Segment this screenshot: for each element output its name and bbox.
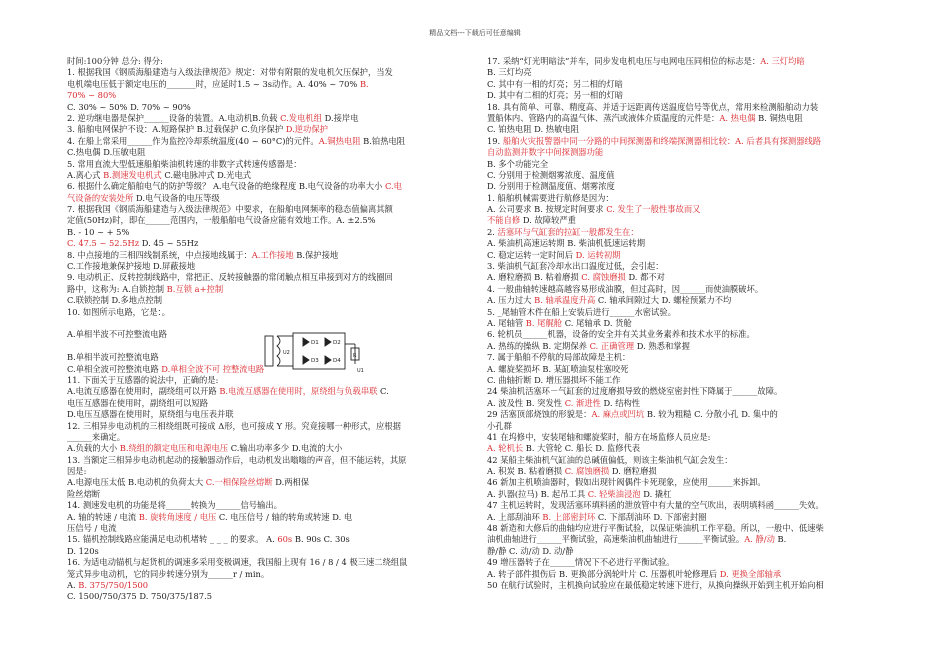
line-text: A. 热练的操纵 B. 定期保养 bbox=[487, 340, 590, 351]
line-text: A.负载的大小 bbox=[67, 443, 120, 454]
line-text: C. 30% ~ 50% D. 70% ~ 90% bbox=[67, 101, 191, 112]
line-text: 电机端电压低于额定电压的_______时，应延时1.5 ~ 3s动作。A. 40% ~ 70% bbox=[67, 78, 360, 89]
text-line bbox=[487, 557, 885, 568]
line-text: A. 螺旋桨损坏 B. 某缸喷油泵柱塞咬死 bbox=[487, 363, 629, 374]
text-line bbox=[487, 398, 885, 409]
line-text: A. 积炭 B. 粘着磨损 bbox=[487, 466, 565, 477]
line-text: C.联锁控制 D.多地点控制 bbox=[67, 295, 162, 306]
line-text: C.输出功率多少 D.电流的大小 bbox=[228, 443, 343, 454]
answer-highlight: A. 静/动 bbox=[744, 534, 775, 545]
text-line bbox=[67, 170, 467, 181]
line-text: C. 电压信号 / 轴的转角或转速 D. 电 bbox=[216, 511, 353, 522]
text-line bbox=[487, 421, 885, 432]
text-line bbox=[487, 500, 885, 511]
text-line bbox=[487, 569, 885, 580]
line-text: D. 120s bbox=[67, 545, 99, 556]
text-line bbox=[487, 307, 885, 318]
text-line bbox=[487, 409, 885, 420]
text-line bbox=[487, 238, 885, 249]
text-line bbox=[67, 569, 467, 580]
text-line bbox=[67, 102, 467, 113]
line-text: 4. 一般曲轴转速越高越容易形成油膜，但过高时，因______而使油膜破坏。 bbox=[487, 283, 764, 294]
answer-highlight: D.单相全波不可 控整流电路 bbox=[161, 363, 265, 374]
answer-highlight: A. 轮机长 bbox=[487, 443, 524, 454]
text-line bbox=[67, 591, 467, 602]
line-text: 14. 测速发电机的功能是将______转换为______信号输出。 bbox=[67, 500, 282, 511]
text-line bbox=[67, 79, 467, 90]
line-text: 2. 逆功继电器是保护______设备的装置。A.电动机B.负载 bbox=[67, 112, 281, 123]
answer-highlight: 70% ~ 80% bbox=[67, 90, 117, 101]
line-text: 电压互感器在使用时，副绕组可以短路 bbox=[67, 397, 209, 408]
line-text: B. bbox=[774, 534, 787, 545]
line-text: 1. 根据我国《钢质海船建造与入级法律规范》规定：对带有附限的发电机欠压保护，当发 bbox=[67, 67, 393, 78]
text-line bbox=[487, 102, 885, 113]
text-line bbox=[67, 261, 467, 272]
text-line bbox=[487, 455, 885, 466]
transformer-primary bbox=[265, 336, 273, 366]
line-text: 7. 根据我国《钢质海船建造与入级法律规范》中要求，在船舶电网频率的稳态值偏离其额 bbox=[67, 204, 393, 215]
transformer-secondary bbox=[277, 336, 280, 366]
text-line bbox=[67, 477, 467, 488]
line-text: B.单相半波可控整流电路 bbox=[67, 352, 159, 363]
text-line bbox=[487, 56, 885, 67]
text-line bbox=[67, 90, 467, 101]
page-header: 精品文档---下载后可任意编辑 bbox=[429, 29, 521, 37]
text-line bbox=[487, 136, 885, 147]
line-text: 48 新造和大修后的曲轴均应进行平衡试验，以保证柴油机工作平稳。所以，一般中、低速柴 bbox=[487, 523, 824, 534]
line-text: 16. 为适电动锚机与起货机的调速多采用变极调速，我国船上现有 16 / 8 / 4 极三速二绕组鼠 bbox=[67, 557, 408, 568]
line-text: 险丝熔断 bbox=[67, 488, 101, 499]
text-line bbox=[487, 181, 885, 192]
text-line bbox=[67, 512, 467, 523]
line-text: C. 其中有一相的灯亮；另二相的灯暗 bbox=[487, 78, 623, 89]
answer-highlight: C. 47.5 ~ 52.5Hz bbox=[67, 238, 140, 249]
answer-highlight: 自动监测并数字中间探测器功能 bbox=[487, 147, 604, 158]
right-column bbox=[487, 56, 885, 591]
text-line bbox=[487, 227, 885, 238]
text-line bbox=[67, 147, 467, 158]
diode-d3 bbox=[303, 356, 309, 364]
text-line bbox=[487, 580, 885, 591]
line-text: 4. 在船上常采用______作为监控冷却系统温度(40 ~ 60°C)的元件。 bbox=[67, 135, 319, 146]
answer-highlight: A. 三灯均暗 bbox=[760, 56, 805, 66]
line-text: D. 撬杠 bbox=[640, 488, 672, 499]
line-text: 路中，这称为: A.自锁控制 bbox=[67, 283, 167, 294]
line-text: C.热电偶 D.压敏电阻 bbox=[67, 147, 146, 158]
answer-highlight: C. 腐蚀磨损 bbox=[564, 466, 610, 477]
answer-highlight: A.工作接地 bbox=[251, 249, 294, 260]
line-text: C. 1500/750/375 D. 750/375/187.5 bbox=[67, 591, 212, 602]
text-line bbox=[67, 159, 467, 170]
text-line bbox=[487, 318, 885, 329]
line-text: B. - 10 ~ + 5% bbox=[67, 226, 130, 237]
text-line bbox=[487, 170, 885, 181]
line-text: 7. 属于船舶不停航的局部故障是主机： bbox=[487, 352, 631, 363]
line-text: A. 柴油机高速运转期 B. 柴油机低速运转期 bbox=[487, 238, 646, 249]
text-line bbox=[67, 489, 467, 500]
line-text: D. 结构性 bbox=[600, 397, 641, 408]
text-line bbox=[487, 124, 885, 135]
text-line bbox=[67, 193, 467, 204]
text-line bbox=[67, 421, 467, 432]
line-text: B. 大管轮 C. 船长 D. 监修代表 bbox=[523, 443, 641, 454]
answer-highlight: C. 轻柴油浸泡 bbox=[587, 488, 641, 499]
text-line bbox=[487, 193, 885, 204]
answer-highlight: A. 麻点或凹坑 bbox=[591, 409, 645, 420]
line-text: D.电压互感器在使用时，原绕组与电压表并联 bbox=[67, 409, 234, 420]
text-line bbox=[487, 386, 885, 397]
line-text: 3. 船舶电网保护不设：A.短路保护 B.过载保护 C.负序保护 bbox=[67, 124, 286, 135]
line-text: C. 铂热电阻 D. 热敏电阻 bbox=[487, 124, 579, 135]
answer-highlight: A. 热电偶 bbox=[719, 112, 756, 123]
text-line bbox=[487, 295, 885, 306]
text-line bbox=[67, 227, 467, 238]
line-text: 8. 中点接地的三相四线制系统，中点接地线属于： bbox=[67, 249, 252, 260]
line-text: D.电气设备的电压等级 bbox=[133, 192, 220, 203]
line-text: 静/静 C. 动/动 D. 动/静 bbox=[487, 545, 574, 556]
text-line bbox=[67, 432, 467, 443]
line-text: A. 磨粒磨损 B. 粘着磨损 bbox=[487, 272, 582, 283]
line-text: 油机曲轴进行______平衡试验，高速柴油机曲轴进行______平衡试验。 bbox=[487, 534, 745, 545]
line-text: 定值(50Hz)时，即在______范围内，一般船舶电气设备应能有效地工作。A. ±2.5% bbox=[67, 215, 376, 226]
line-text: C. 分别用于检测烟雾浓度、温度值 bbox=[487, 169, 615, 180]
text-line bbox=[487, 215, 885, 226]
answer-highlight: C.发电机组 bbox=[280, 112, 322, 123]
text-line bbox=[67, 113, 467, 124]
answer-highlight: 活塞环与气缸套的拉缸一般都发生在： bbox=[497, 226, 639, 237]
text-line bbox=[67, 443, 467, 454]
text-line bbox=[487, 364, 885, 375]
line-text: A. 压力过大 bbox=[487, 295, 535, 306]
text-line bbox=[67, 67, 467, 78]
text-line bbox=[487, 329, 885, 340]
text-line bbox=[487, 534, 885, 545]
label-u1: U1 bbox=[357, 368, 364, 374]
text-line bbox=[487, 159, 885, 170]
text-line bbox=[67, 295, 467, 306]
line-text: C. 尾轴承 D. 货舱 bbox=[562, 317, 632, 328]
text-line bbox=[67, 307, 467, 318]
text-line bbox=[67, 557, 467, 568]
answer-highlight: 60s bbox=[277, 534, 293, 545]
line-text: B. 较为粗糙 C. 分散小孔 D. 集中的 bbox=[644, 409, 778, 420]
line-text: 1. 船舶机械需要进行航修是因为： bbox=[487, 192, 614, 203]
line-text: A.电源电压太低 B.电动机的负荷太大 bbox=[67, 477, 206, 488]
answer-highlight: C.电 bbox=[384, 181, 402, 192]
text-line bbox=[487, 113, 885, 124]
line-text: 置船体内、管路内的高温气体、蒸汽或液体介质温度的元件是： bbox=[487, 112, 720, 123]
line-text: B. 90s C. 30s bbox=[292, 534, 350, 545]
label-d4: D4 bbox=[333, 358, 341, 364]
text-line bbox=[487, 477, 885, 488]
text-line bbox=[487, 341, 885, 352]
text-line bbox=[487, 284, 885, 295]
line-text: ______来确定。 bbox=[67, 431, 126, 442]
line-text: A.单相半波不可控整流电路 bbox=[67, 329, 167, 340]
text-line bbox=[487, 443, 885, 454]
line-text: C. 下部刮油环 D. 下部密封圈 bbox=[595, 511, 707, 522]
line-text: D.两相保 bbox=[272, 477, 310, 488]
label-d3: D3 bbox=[311, 358, 319, 364]
answer-highlight: B.测速发电机式 bbox=[103, 169, 162, 180]
text-line bbox=[487, 147, 885, 158]
line-text: A. 尾轴管 bbox=[487, 317, 526, 328]
line-text: D. 都不对 bbox=[625, 272, 665, 283]
answer-highlight: C. 发生了一般性事故而又 bbox=[606, 204, 701, 215]
answer-highlight: B. 上部密封环 bbox=[542, 511, 596, 522]
answer-highlight: B.绕组的额定电压和电源电压 bbox=[119, 443, 229, 454]
line-text: 压信号 / 电流 bbox=[67, 523, 117, 534]
text-line bbox=[67, 386, 467, 397]
line-text: C. 轴承间隙过大 D. 螺栓预紧力不均 bbox=[595, 295, 732, 306]
text-line bbox=[67, 318, 467, 329]
line-text: 18. 具有简单、可靠、精度高、并适于远距离传送温度信号等优点，常用来检测船舶动力装 bbox=[487, 101, 819, 112]
line-text: D. 故障较严重 bbox=[520, 215, 576, 226]
line-text: 5. 常用直流大型低速船舶柴油机转速的非数字式转速传感器是： bbox=[67, 158, 302, 169]
line-text: 5. _尾轴管木件在船上安装后进行______水密试验。 bbox=[487, 306, 676, 317]
answer-highlight: C. 渐进性 bbox=[564, 397, 601, 408]
line-text: D.接岸电 bbox=[321, 112, 359, 123]
line-text: 41 在坞修中，安装尾轴和螺旋桨时，船方在场监修人员应是: bbox=[487, 431, 711, 442]
line-text: C.单相全波可控整流电路 bbox=[67, 363, 162, 374]
text-line bbox=[487, 489, 885, 500]
text-line bbox=[487, 79, 885, 90]
line-text: A. 公司要求 B. 按规定时间要求 bbox=[487, 204, 607, 215]
answer-highlight: B.电流互感器在使用时，原绕组与负载串联 bbox=[219, 386, 378, 397]
answer-highlight: B. 轴承温度升高 bbox=[534, 295, 596, 306]
line-text: B. 铜热电阻 bbox=[755, 112, 803, 123]
text-line bbox=[67, 284, 467, 295]
line-text: 50 在航行试验时，主机换向试验应在最低稳定转速下进行，从换向操纵开始到主机开始向相 bbox=[487, 579, 824, 590]
answer-highlight: 船舶火灾报警器中同一分路的中间探测器和终端探测器相比较：A. 后者具有探测器线路 bbox=[502, 135, 822, 146]
line-text: B. 多个功能完全 bbox=[487, 158, 549, 169]
answer-highlight: D. 运转初期 bbox=[575, 249, 621, 260]
line-text: B.铂热电阻 bbox=[360, 135, 406, 146]
line-text: B.保护接地 bbox=[293, 249, 339, 260]
text-line bbox=[67, 250, 467, 261]
line-text: A. 轴的转速 / 电流 bbox=[67, 511, 139, 522]
text-line bbox=[67, 56, 467, 67]
line-text: A. bbox=[67, 579, 79, 590]
line-text: A. 波及性 B. 突发性 bbox=[487, 397, 565, 408]
line-text: 46 新加主机喷油器时，假如出现针阀偶件卡死现象，应使用______来拆卸。 bbox=[487, 477, 766, 488]
answer-highlight: C. 正确管理 bbox=[589, 340, 635, 351]
text-line bbox=[487, 204, 885, 215]
line-text: 29 活塞顶部烧蚀的形貌是： bbox=[487, 409, 592, 420]
text-line bbox=[487, 67, 885, 78]
text-line bbox=[67, 215, 467, 226]
text-line bbox=[67, 124, 467, 135]
answer-highlight: 气设备的安装处所 bbox=[67, 192, 134, 203]
line-text: C. 稳定运转一定时间后 bbox=[487, 249, 576, 260]
label-d1: D1 bbox=[311, 340, 319, 346]
line-text: D. 其中有二相的灯亮；另一相的灯暗 bbox=[487, 90, 624, 101]
label-u2: U2 bbox=[283, 350, 290, 356]
line-text: 12. 三相异步电动机的三相绕组既可接成 Δ形，也可接成 Y 形。究竟接哪一种形式，应根据 bbox=[67, 420, 401, 431]
text-line bbox=[67, 580, 467, 591]
answer-highlight: C.一相保险丝熔断 bbox=[205, 477, 273, 488]
line-text: 17. 采纳“灯光明暗法”并车，同步发电机电压与电网电压同相位的标志是： bbox=[487, 56, 761, 66]
text-line bbox=[67, 466, 467, 477]
label-load: R bbox=[353, 353, 357, 359]
text-line bbox=[67, 181, 467, 192]
diode-d4 bbox=[325, 356, 331, 364]
line-text: D. 熟悉和掌握 bbox=[634, 340, 690, 351]
text-line bbox=[487, 90, 885, 101]
answer-highlight: B. bbox=[359, 78, 369, 89]
text-line bbox=[487, 466, 885, 477]
text-line bbox=[67, 534, 467, 545]
line-text: 2. bbox=[487, 226, 498, 237]
text-line bbox=[487, 261, 885, 272]
line-text: A. 转子部件损伤后 B. 更换部分涡轮叶片 C. 压器机叶轮修理后 bbox=[487, 568, 720, 579]
answer-highlight: D.逆功保护 bbox=[285, 124, 328, 135]
text-line bbox=[67, 238, 467, 249]
line-text: C. 曲轴折断 D. 增压器损坏不能工作 bbox=[487, 374, 621, 385]
text-line bbox=[487, 432, 885, 443]
answer-highlight: B. 旋转角速度 / 电压 bbox=[138, 511, 217, 522]
answer-highlight: 不能自修 bbox=[487, 215, 521, 226]
answer-highlight: A.铜热电阻 bbox=[318, 135, 361, 146]
text-line bbox=[67, 409, 467, 420]
text-line bbox=[67, 398, 467, 409]
text-line bbox=[67, 523, 467, 534]
text-line bbox=[67, 136, 467, 147]
line-text: D. 分别用于检测温度值、烟雾浓度 bbox=[487, 181, 615, 192]
answer-highlight: B. 375/750/1500 bbox=[78, 579, 149, 590]
line-text: 19. bbox=[487, 135, 503, 146]
rectifier-circuit-diagram bbox=[263, 330, 363, 376]
line-text: C. bbox=[377, 386, 389, 397]
line-text: 10. 如图所示电路，它是：。 bbox=[67, 306, 170, 317]
line-text: A.离心式 bbox=[67, 169, 104, 180]
text-line bbox=[67, 204, 467, 215]
text-line bbox=[67, 546, 467, 557]
text-line bbox=[487, 546, 885, 557]
line-text: 11. 下面关于互感器的说法中，正确的是: bbox=[67, 374, 219, 385]
diode-d1 bbox=[303, 338, 309, 346]
line-text: 6. 根据什么确定船舶电气的防护等级？ A.电气设备的绝缘程度 B.电气设备的功率大小 bbox=[67, 181, 385, 192]
line-text: 时间:100分钟 总分: 得分: bbox=[67, 56, 163, 66]
line-text: 15. 锚机控制线路应能满足电动机堵转 _ _ _ 的要求。 A. bbox=[67, 534, 278, 545]
line-text: A. 上部刮油环 bbox=[487, 511, 543, 522]
line-text: 小孔群 bbox=[487, 420, 512, 431]
line-text: 47 主机运转时，发现活塞环填料函的泄放管中有大量的空气吹出，表明填料函______失效。 bbox=[487, 500, 824, 511]
line-text: A.电流互感器在使用时，副绕组可以开路 bbox=[67, 386, 220, 397]
line-text: 49 增压器转子在______情况下不必进行平衡试验。 bbox=[487, 557, 675, 568]
text-line bbox=[487, 250, 885, 261]
answer-highlight: D. 更换全部轴承 bbox=[719, 568, 782, 579]
line-text: D. 45 ~ 55Hz bbox=[139, 238, 199, 249]
answer-highlight: C. 腐蚀磨损 bbox=[581, 272, 626, 283]
line-text: 笼式异步电动机，它的同步转速分别为______r / min。 bbox=[67, 568, 270, 579]
answer-highlight: B.互锁 a+控制 bbox=[166, 283, 224, 294]
line-text: 42 某船主柴油机气缸油的总碱值偏低，则该主柴油机气缸会发生： bbox=[487, 454, 733, 465]
text-line bbox=[487, 352, 885, 363]
line-text: D. 磨粒磨损 bbox=[609, 466, 657, 477]
diode-d2 bbox=[325, 338, 331, 346]
line-text: 9. 电动机正、反转控制线路中，常把正、反转接触器的常闭触点相互串接到对方的线圈回 bbox=[67, 272, 393, 283]
answer-highlight: B. 尾艉舱 bbox=[525, 317, 563, 328]
text-line bbox=[67, 375, 467, 386]
line-text: 13. 当额定三相异步电动机起动的接触器动作后，电动机发出嗡嗡的声音，但不能运转，其原 bbox=[67, 454, 407, 465]
line-text: 3. 柴油机气缸套冷却水出口温度过低，会引起： bbox=[487, 261, 664, 272]
text-line bbox=[67, 500, 467, 511]
text-line bbox=[487, 272, 885, 283]
label-d2: D2 bbox=[333, 340, 341, 346]
line-text: 因是: bbox=[67, 466, 87, 477]
text-line bbox=[67, 455, 467, 466]
text-line bbox=[487, 375, 885, 386]
text-line bbox=[487, 523, 885, 534]
text-line bbox=[487, 512, 885, 523]
line-text: C.磁电脉冲式 D.光电式 bbox=[161, 169, 252, 180]
line-text: B. 三灯均亮 bbox=[487, 67, 532, 78]
text-line bbox=[67, 272, 467, 283]
line-text: A. 扒器(拉马) B. 起吊工具 bbox=[487, 488, 588, 499]
line-text: 24 柴油机活塞环－气缸套的过度磨损导致的燃烧室密封性下降属于______故障。 bbox=[487, 386, 783, 397]
line-text: C.工作接地兼保护接地 D.屏蔽接地 bbox=[67, 261, 196, 272]
line-text: 6. 轮机员______机器，设备的安全并有关其业务素养和技术水平的标准。 bbox=[487, 329, 755, 340]
